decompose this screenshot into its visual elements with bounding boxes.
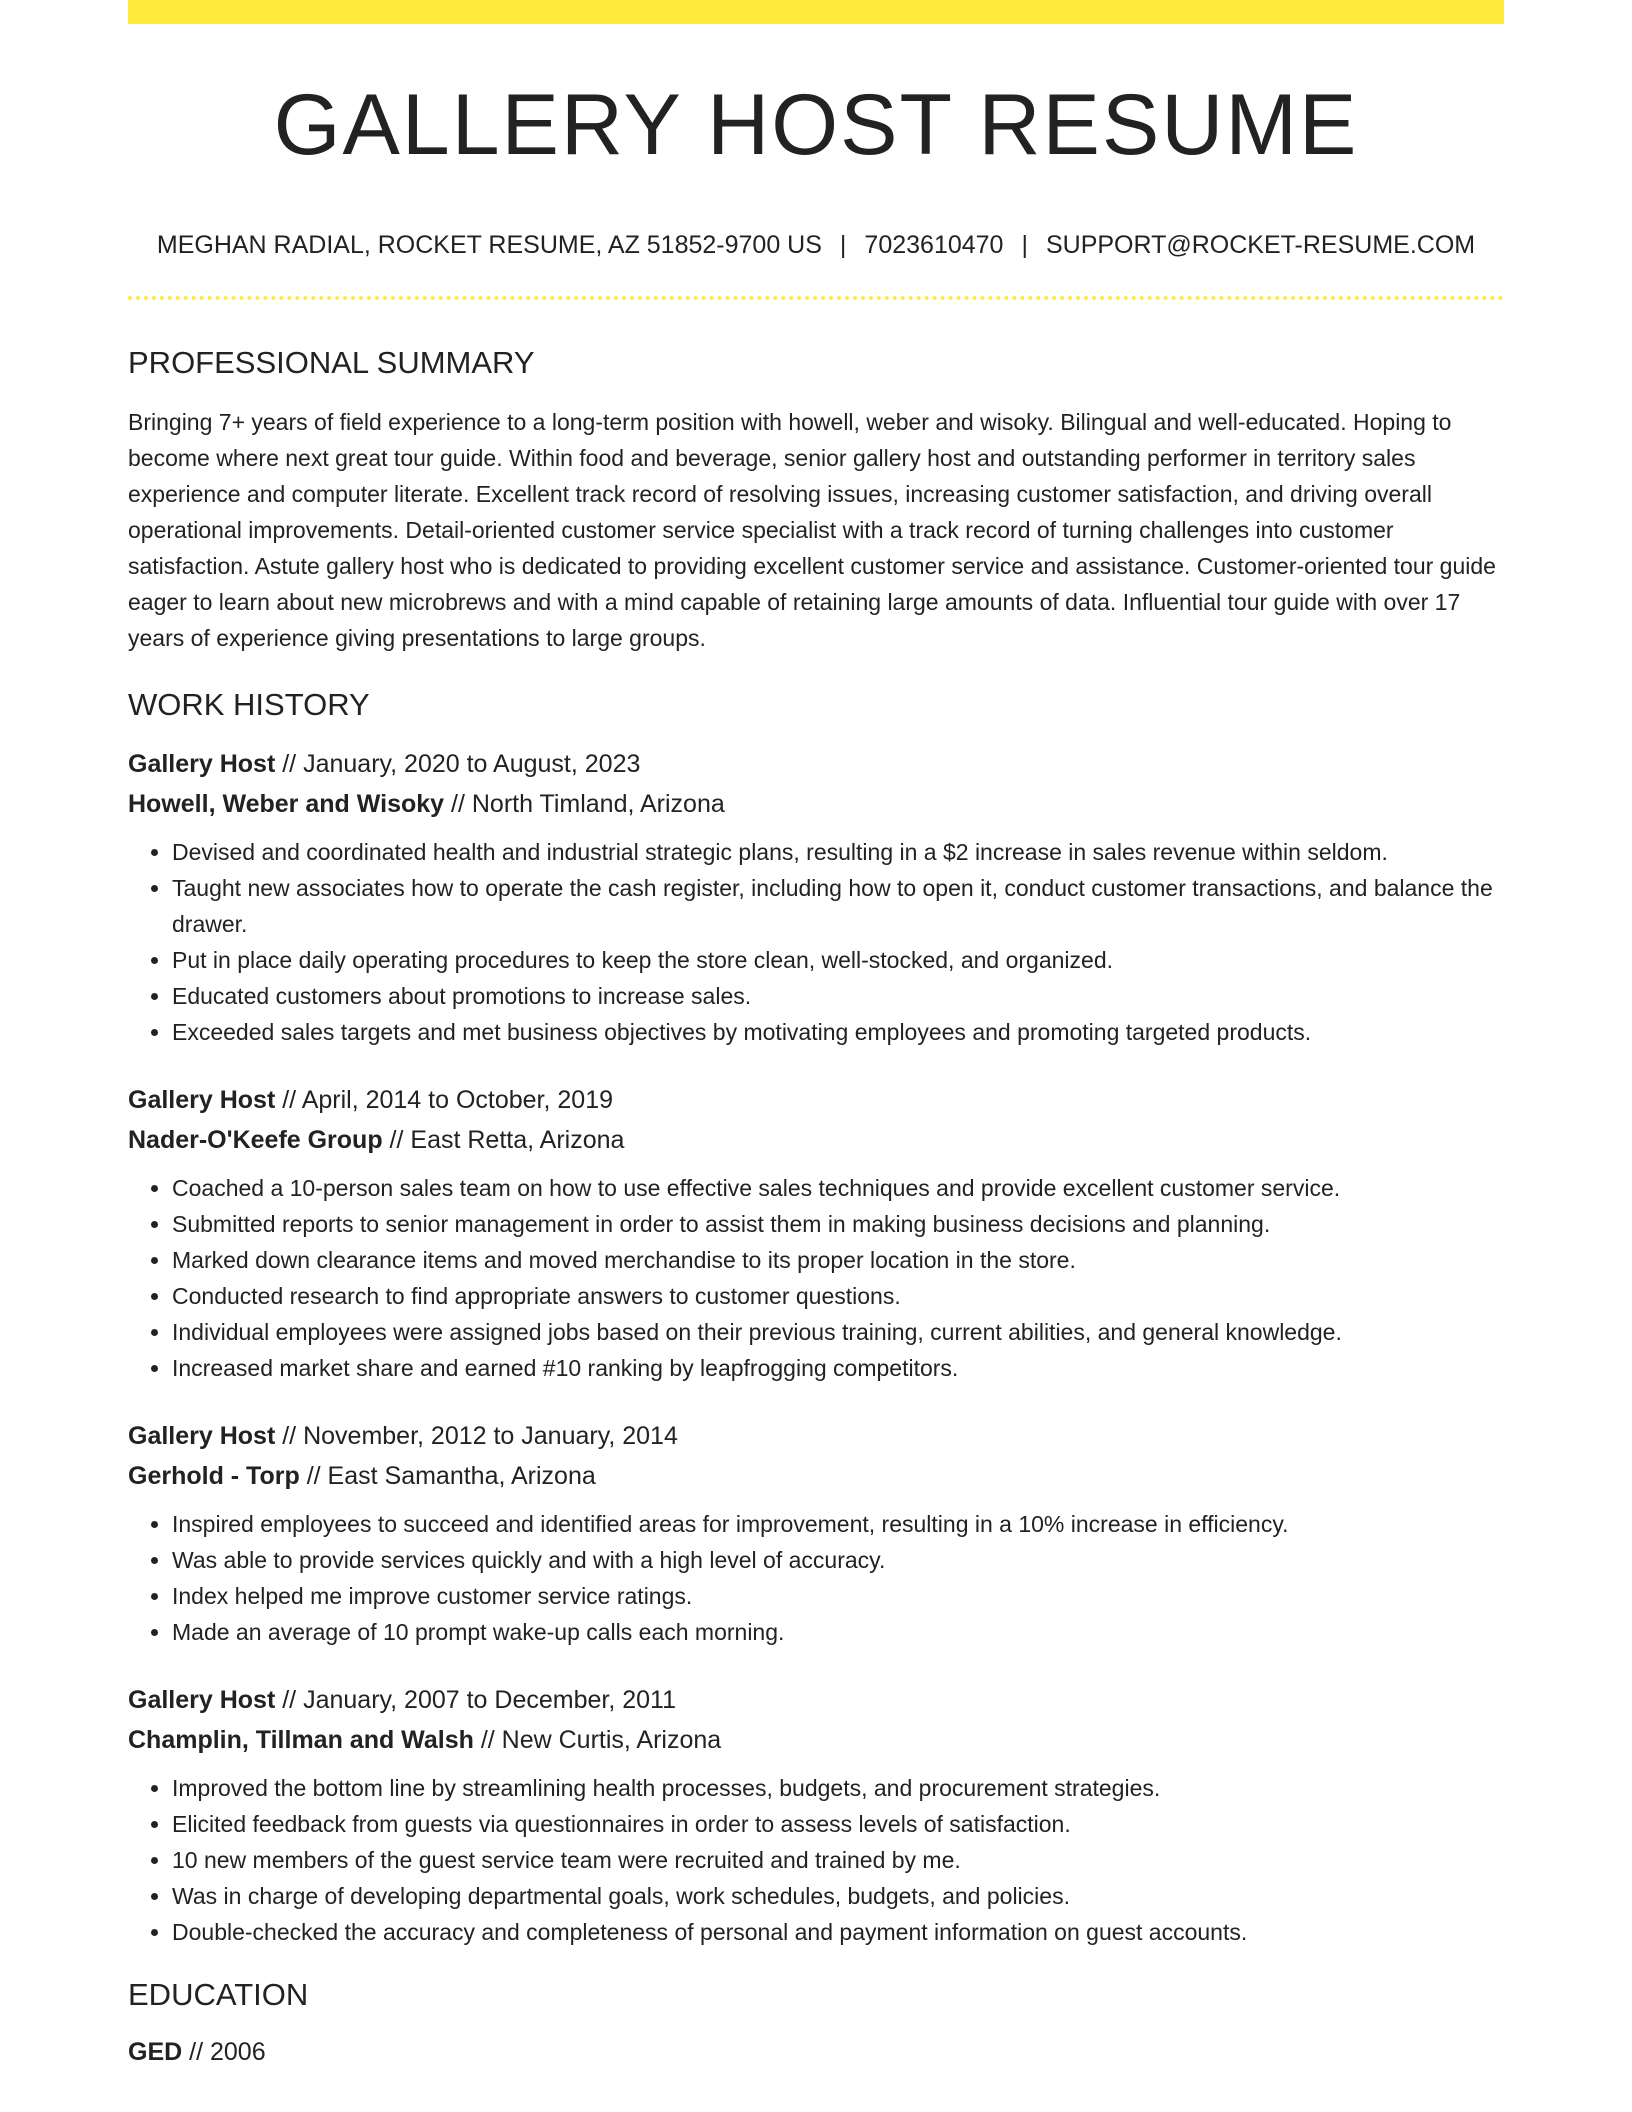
job-title: Gallery Host — [128, 749, 276, 778]
job-delimiter: // — [444, 789, 472, 818]
job-bullets — [128, 1770, 1504, 1950]
job-delimiter: // — [275, 1685, 304, 1714]
job-bullet: • Index helped me improve customer service ratings. — [172, 1578, 1504, 1614]
resume-title: GALLERY HOST RESUME — [273, 77, 1359, 173]
job-bullet: • Improved the bottom line by streamlining health processes, budgets, and procurement strategies. — [172, 1770, 1504, 1806]
job-company: Nader-O'Keefe Group — [128, 1125, 383, 1154]
job-delimiter: // — [382, 1125, 411, 1154]
summary-text: Bringing 7+ years of field experience to a long-term position with howell, weber and wisoky. Bilingual and well-educated. Hoping to become where next great tour guide. Within food and beverage, senior gallery host and outstanding performer in territory sales experience and computer literate. Excellent track record of resolving issues, increasing customer satisfaction, and driving overall operational improvements. Detail-oriented customer service specialist with a track record of turning challenges into customer satisfaction. Astute gallery host who is dedicated to providing excellent customer service and assistance. Customer-oriented tour guide eager to learn about new microbrews and with a mind capable of retaining large amounts of data. Influential tour guide with over 17 years of experience giving presentations to large groups. — [128, 408, 1496, 651]
contact-phone: 7023610470 — [864, 231, 1004, 259]
job-bullet: • Exceeded sales targets and met business objectives by motivating employees and promoting targeted products. — [172, 1014, 1504, 1050]
job-location: New Curtis, Arizona — [501, 1725, 722, 1754]
job-entry — [128, 1080, 1504, 1386]
contact-email: SUPPORT@ROCKET-RESUME.COM — [1045, 231, 1476, 259]
job-bullet: • Marked down clearance items and moved merchandise to its proper location in the store. — [172, 1242, 1504, 1278]
job-bullet: • Educated customers about promotions to increase sales. — [172, 978, 1504, 1014]
job-bullets — [128, 834, 1504, 1050]
job-bullet: • 10 new members of the guest service team were recruited and trained by me. — [172, 1842, 1504, 1878]
job-bullet: • Inspired employees to succeed and identified areas for improvement, resulting in a 10% increase in efficiency. — [172, 1506, 1504, 1542]
education-degree: GED — [128, 2037, 183, 2066]
job-title: Gallery Host — [128, 1685, 276, 1714]
job-title: Gallery Host — [128, 1085, 276, 1114]
job-delimiter: // — [275, 749, 304, 778]
contact-separator: | — [1021, 231, 1028, 259]
job-delimiter: // — [473, 1725, 502, 1754]
education-delimiter: // — [182, 2037, 210, 2066]
job-delimiter: // — [275, 1421, 304, 1450]
job-bullet: • Taught new associates how to operate the cash register, including how to open it, conduct customer transactions, and balance the drawer. — [172, 870, 1504, 942]
job-dates: January, 2007 to December, 2011 — [303, 1685, 677, 1714]
job-company: Howell, Weber and Wisoky — [128, 789, 445, 818]
job-delimiter: // — [299, 1461, 328, 1490]
job-dates: January, 2020 to August, 2023 — [303, 749, 641, 778]
education-heading: EDUCATION — [128, 1976, 309, 2012]
education-year: 2006 — [209, 2037, 266, 2066]
job-bullet: • Devised and coordinated health and industrial strategic plans, resulting in a $2 increase in sales revenue within seldom. — [172, 834, 1504, 870]
job-bullet: • Was able to provide services quickly and with a high level of accuracy. — [172, 1542, 1504, 1578]
job-bullet: • Conducted research to find appropriate answers to customer questions. — [172, 1278, 1504, 1314]
contact-separator: | — [839, 231, 847, 259]
job-bullet: • Double-checked the accuracy and completeness of personal and payment information on guest accounts. — [172, 1914, 1504, 1950]
job-location: North Timland, Arizona — [471, 789, 725, 818]
work-history-heading: WORK HISTORY — [128, 686, 370, 722]
job-bullets — [128, 1506, 1504, 1650]
contact-line — [128, 232, 1504, 260]
job-delimiter: // — [275, 1085, 302, 1114]
job-company-line — [128, 1456, 1504, 1496]
job-list — [128, 744, 1504, 1950]
job-dates: April, 2014 to October, 2019 — [301, 1085, 614, 1114]
job-bullets — [128, 1170, 1504, 1386]
job-company-line — [128, 784, 1504, 824]
job-bullet: • Put in place daily operating procedures to keep the store clean, well-stocked, and organized. — [172, 942, 1504, 978]
job-bullet: • Made an average of 10 prompt wake-up calls each morning. — [172, 1614, 1504, 1650]
job-title: Gallery Host — [128, 1421, 276, 1450]
contact-address: MEGHAN RADIAL, ROCKET RESUME, AZ 51852-9700 US — [156, 231, 822, 259]
job-title-line — [128, 1680, 1504, 1720]
job-title-line — [128, 1080, 1504, 1120]
job-company: Champlin, Tillman and Walsh — [128, 1725, 474, 1754]
job-company-line — [128, 1720, 1504, 1760]
job-location: East Retta, Arizona — [410, 1125, 625, 1154]
job-entry — [128, 1416, 1504, 1650]
job-bullet: • Coached a 10-person sales team on how to use effective sales techniques and provide excellent customer service. — [172, 1170, 1504, 1206]
job-company-line — [128, 1120, 1504, 1160]
education-entry — [128, 2032, 1504, 2072]
job-title-line — [128, 744, 1504, 784]
job-bullet: • Submitted reports to senior management in order to assist them in making business decisions and planning. — [172, 1206, 1504, 1242]
job-entry — [128, 1680, 1504, 1950]
job-bullet: • Was in charge of developing departmental goals, work schedules, budgets, and policies. — [172, 1878, 1504, 1914]
job-entry — [128, 744, 1504, 1050]
job-bullet: • Increased market share and earned #10 ranking by leapfrogging competitors. — [172, 1350, 1504, 1386]
job-title-line — [128, 1416, 1504, 1456]
job-location: East Samantha, Arizona — [327, 1461, 596, 1490]
job-bullet: • Elicited feedback from guests via questionnaires in order to assess levels of satisfaction. — [172, 1806, 1504, 1842]
job-dates: November, 2012 to January, 2014 — [303, 1421, 678, 1450]
accent-top-bar — [128, 0, 1504, 24]
resume-page — [128, 0, 1504, 2072]
job-bullet: • Individual employees were assigned jobs based on their previous training, current abilities, and general knowledge. — [172, 1314, 1504, 1350]
dotted-divider — [128, 296, 1504, 300]
job-company: Gerhold - Torp — [128, 1461, 300, 1490]
summary-heading: PROFESSIONAL SUMMARY — [128, 344, 535, 380]
